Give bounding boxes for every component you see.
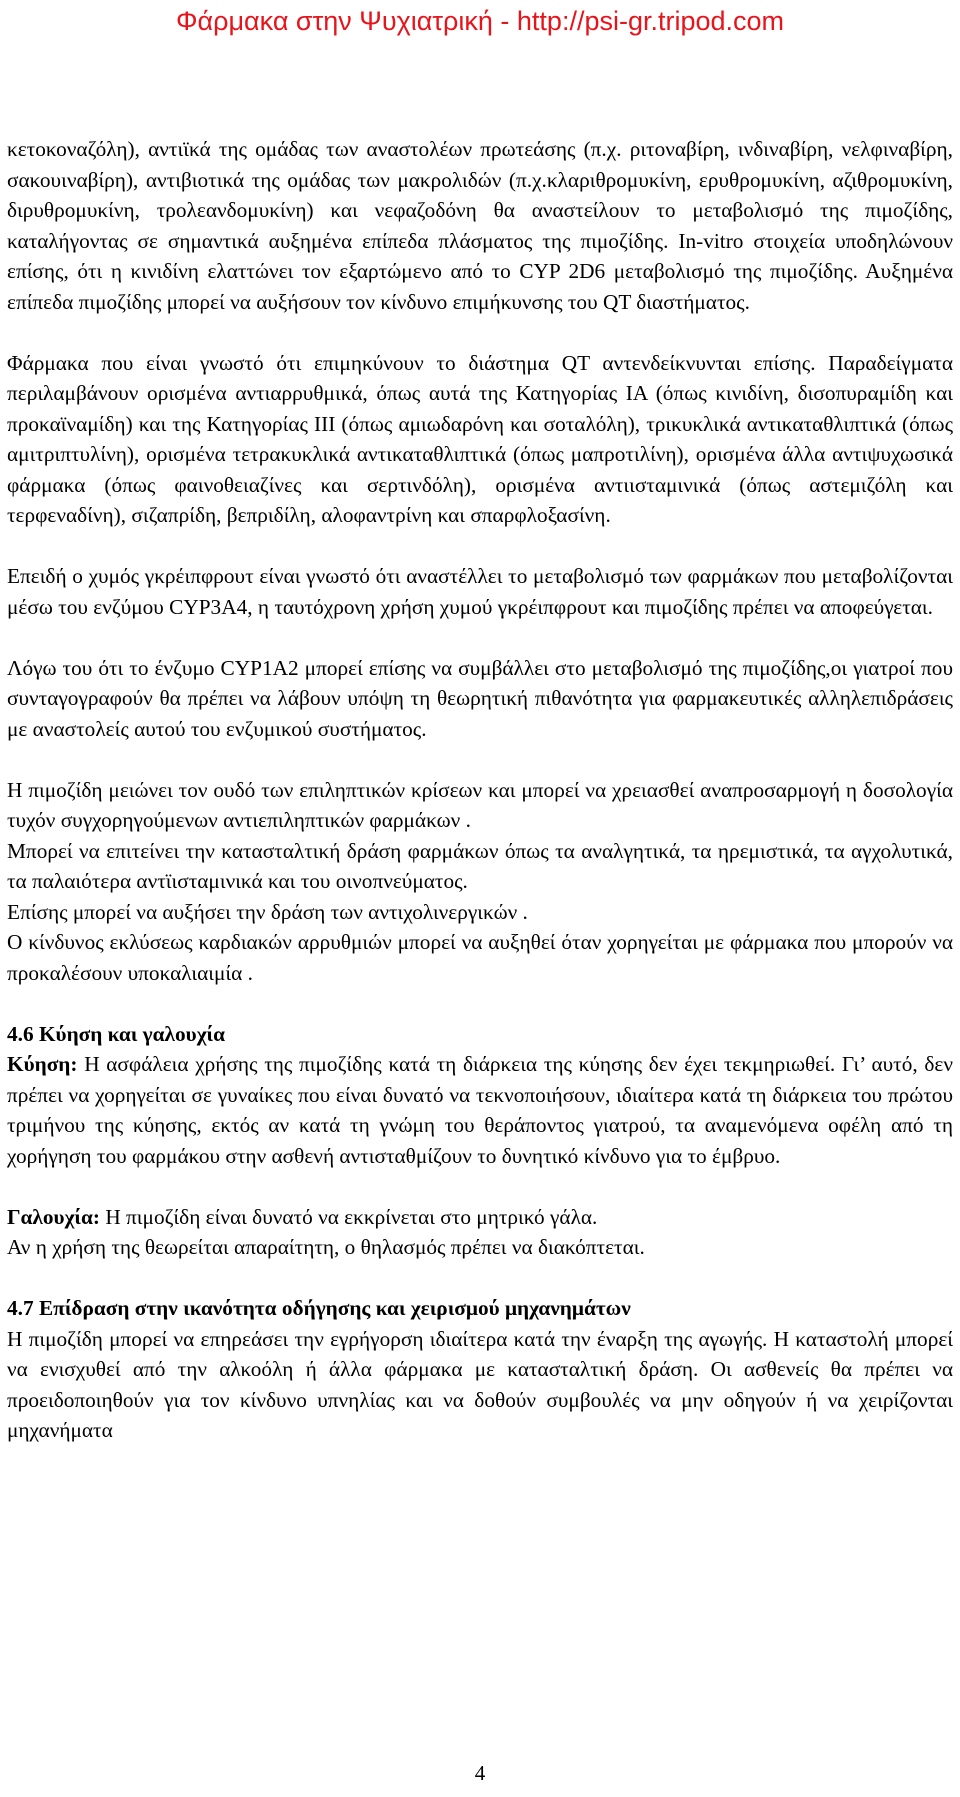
pregnancy-text: Η ασφάλεια χρήσης της πιμοζίδης κατά τη διάρκεια της κύησης δεν έχει τεκμηριωθεί. Γι’ αυτό, δεν πρέπει να χορηγείται σε γυναίκες που είναι δυνατό να τεκνοποιήσουν, ιδιαίτερα κατά τη διάρκεια του πρώτου τριμήνου της κύησης, εκτός αν κατά τη γνώμη του θεράποντος γιατρού, τα αναμενόμενα οφέλη από τη χορήγηση του φαρμάκου στην ασθενή αντισταθμίζουν το δυνητικό κίνδυνο για το έμβρυο. — [7, 1052, 953, 1168]
paragraph-sedative-effect: Μπορεί να επιτείνει την κατασταλτική δράση φαρμάκων όπως τα αναλγητικά, τα ηρεμιστικά, τα αγχολυτικά, τα παλαιότερα αντϊισταμινικά και του οινοπνεύματος. — [7, 838, 953, 893]
paragraph-pregnancy — [7, 1049, 953, 1171]
paragraph-drug-interactions: κετοκοναζόλη), αντιϊκά της ομάδας των αναστολέων πρωτεάσης (π.χ. ριτοναβίρη, ινδιναβίρη, νελφιναβίρη, σακουιναβίρη), αντιβιοτικά της ομάδας των μακρολιδών (π.χ.κλαριθρομυκίνη, ερυθρομυκίνη, αζιθρομυκίνη, διρυθρομυκίνη, τρολεανδομυκίνη) και νεφαζοδόνη θα αναστείλουν το μεταβολισμό της πιμοζίδης, καταλήγοντας σε σημαντικά αυξημένα επίπεδα πλάσματος της πιμοζίδης. In-vitro στοιχεία υποδηλώνουν επίσης, ότι η κινιδίνη ελαττώνει τον εξαρτώμενο από το CYP 2D6 μεταβολισμό της πιμοζίδης. Αυξημένα επίπεδα πιμοζίδης μπορεί να αυξήσουν τον κίνδυνο επιμήκυνσης του QT διαστήματος. — [7, 137, 953, 314]
paragraph-lactation-advice: Αν η χρήση της θεωρείται απαραίτητη, ο θηλασμός πρέπει να διακόπτεται. — [7, 1235, 645, 1259]
page-number: 4 — [474, 1761, 486, 1785]
paragraph-arrhythmia-risk: Ο κίνδυνος εκλύσεως καρδιακών αρρυθμιών μπορεί να αυξηθεί όταν χορηγείται με φάρμακα που μπορούν να προκαλέσουν υποκαλιαιμία . — [7, 930, 953, 985]
paragraph-driving: Η πιμοζίδη μπορεί να επηρεάσει την εγρήγορση ιδιαίτερα κατά την έναρξη της αγωγής. Η καταστολή μπορεί να ενισχυθεί από την αλκοόλη ή άλλα φάρμακα με κατασταλτική δράση. Οι ασθενείς θα πρέπει να προειδοποιηθούν για τον κίνδυνο υπνηλίας και να δοθούν συμβουλές να μην οδηγούν ή να χειρίζονται μηχανήματα — [7, 1326, 953, 1442]
page-header-title: Φάρμακα στην Ψυχιατρική - http://psi-gr.tripod.com — [175, 6, 785, 36]
section-heading-pregnancy-lactation: 4.6 Κύηση και γαλουχία — [7, 1021, 226, 1046]
paragraph-cyp1a2: Λόγω του ότι το ένζυμο CYP1A2 μπορεί επίσης να συμβάλλει στο μεταβολισμό της πιμοζίδης,οι γιατροί που συνταγογραφούν θα πρέπει να λάβουν υπόψη τη θεωρητική πιθανότητα για φαρμακευτικές αλληλεπιδράσεις με αναστολείς αυτού του ενζυμικού συστήματος. — [7, 655, 953, 741]
lactation-label: Γαλουχία: — [7, 1204, 101, 1229]
paragraph-grapefruit-juice: Επειδή ο χυμός γκρέιπφρουτ είναι γνωστό ότι αναστέλλει το μεταβολισμό των φαρμάκων που μεταβολίζονται μέσω του ενζύμου CYP3A4, η ταυτόχρονη χρήση χυμού γκρέιπφρουτ και πιμοζίδης πρέπει να αποφεύγεται. — [7, 564, 953, 619]
section-heading-driving: 4.7 Επίδραση στην ικανότητα οδήγησης και χειρισμού μηχανημάτων — [7, 1296, 631, 1320]
pregnancy-label: Κύηση: — [7, 1052, 78, 1076]
lactation-text: Η πιμοζίδη είναι δυνατό να εκκρίνεται στο μητρικό γάλα. — [100, 1204, 598, 1229]
paragraph-lactation — [7, 1202, 953, 1233]
paragraph-seizure-threshold: Η πιμοζίδη μειώνει τον ουδό των επιληπτικών κρίσεων και μπορεί να χρειασθεί αναπροσαρμογή η δοσολογία τυχόν συγχορηγούμενων αντιεπιληπτικών φαρμάκων . — [7, 777, 953, 832]
paragraph-anticholinergic: Επίσης μπορεί να αυξήσει την δράση των αντιχολινεργικών . — [7, 899, 528, 924]
document-body — [7, 134, 953, 1446]
paragraph-qt-prolonging-drugs: Φάρμακα που είναι γνωστό ότι επιμηκύνουν το διάστημα QT αντενδείκνυνται επίσης. Παραδείγματα περιλαμβάνουν ορισμένα αντιαρρυθμικά, όπως αυτά της Κατηγορίας ΙΑ (όπως κινιδίνη, δισοπυραμίδη και προκαϊναμίδη) και της Κατηγορίας ΙΙΙ (όπως αμιωδαρόνη και σοταλόλη), τρικυκλικά αντικαταθλιπτικά (όπως αμιτριπτυλίνη), ορισμένα τετρακυκλικά αντικαταθλιπτικά (όπως μαπροτιλίνη), ορισμένα άλλα αντιψυχωσικά φάρμακα (όπως φαινοθειαζίνες και σερτινδόλη), ορισμένα αντιισταμινικά (όπως αστεμιζόλη και τερφεναδίνη), σιζαπρίδη, βεπριδίλη, αλοφαντρίνη και σπαρφλοξασίνη. — [7, 350, 953, 527]
